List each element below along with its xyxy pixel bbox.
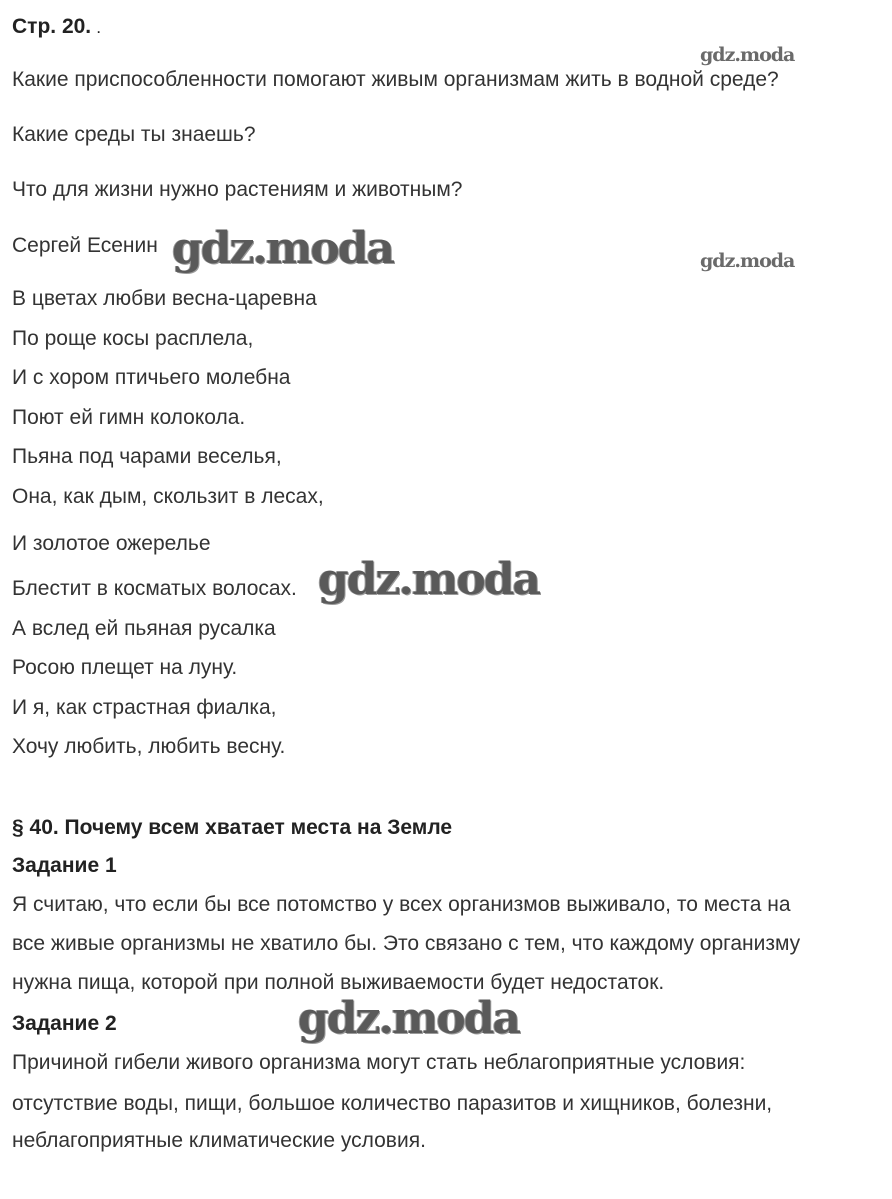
section-title: § 40. Почему всем хватает места на Земле xyxy=(12,816,453,839)
page-reference xyxy=(12,14,100,42)
task-2-text-line: Причиной гибели живого организма могут стать неблагоприятные условия: xyxy=(12,1051,746,1074)
poem-line: Росою плещет на луну. xyxy=(12,656,238,679)
watermark-logo: gdz.moda xyxy=(298,993,520,1044)
poem-line: Блестит в косматых волосах. xyxy=(12,577,297,600)
poem-line: По роще косы расплела, xyxy=(12,327,254,350)
task-1-text-line: Я считаю, что если бы все потомство у всех организмов выживало, то места на xyxy=(12,893,791,916)
poem-author: Сергей Есенин xyxy=(12,234,158,257)
task-2-heading: Задание 2 xyxy=(12,1012,117,1035)
watermark-logo: gdz.moda xyxy=(700,250,795,272)
poem-line: И золотое ожерелье xyxy=(12,532,211,555)
task-1-heading: Задание 1 xyxy=(12,854,117,877)
watermark-logo: gdz.moda xyxy=(700,44,795,66)
poem-line: И с хором птичьего молебна xyxy=(12,366,291,389)
task-2-text-line: отсутствие воды, пищи, большое количество паразитов и хищников, болезни, xyxy=(12,1092,773,1115)
poem-line: Она, как дым, скользит в лесах, xyxy=(12,485,324,508)
watermark-logo: gdz.moda xyxy=(318,554,540,605)
poem-line: А вслед ей пьяная русалка xyxy=(12,617,276,640)
poem-line: Пьяна под чарами веселья, xyxy=(12,445,282,468)
page-reference-dot: . xyxy=(96,22,101,36)
poem-line: Хочу любить, любить весну. xyxy=(12,735,286,758)
question-2: Какие среды ты знаешь? xyxy=(12,123,256,146)
question-3: Что для жизни нужно растениям и животным? xyxy=(12,178,463,201)
poem-line: Поют ей гимн колокола. xyxy=(12,406,246,429)
page-reference-text: Стр. 20. xyxy=(12,15,92,38)
task-2-text-line: неблагоприятные климатические условия. xyxy=(12,1129,426,1152)
task-1-text-line: нужна пища, которой при полной выживаемости будет недостаток. xyxy=(12,971,665,994)
watermark-logo: gdz.moda xyxy=(172,223,394,274)
task-1-text-line: все живые организмы не хватило бы. Это связано с тем, что каждому организму xyxy=(12,932,801,955)
poem-line: В цветах любви весна-царевна xyxy=(12,287,317,310)
question-1: Какие приспособленности помогают живым организмам жить в водной среде? xyxy=(12,68,779,91)
poem-line: И я, как страстная фиалка, xyxy=(12,696,277,719)
